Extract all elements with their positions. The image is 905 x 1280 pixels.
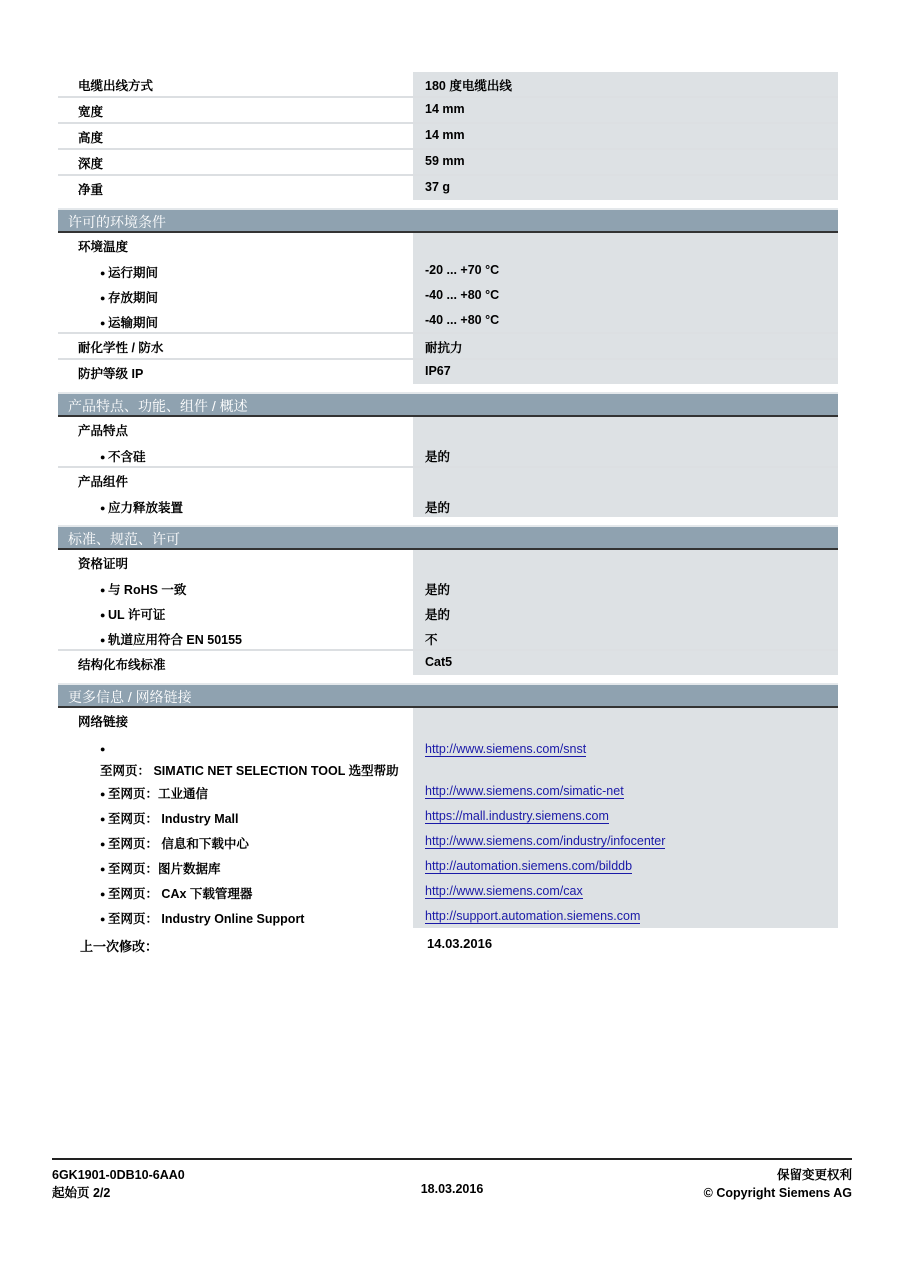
last-modified bbox=[58, 936, 838, 955]
value-column bbox=[413, 176, 838, 200]
spec-label-text: 资格证明 bbox=[78, 557, 129, 571]
spec-value-text: -40 ... +80 °C bbox=[425, 313, 500, 327]
spec-value bbox=[413, 441, 838, 466]
bullet-icon: ● bbox=[100, 889, 108, 899]
label-column bbox=[58, 233, 413, 332]
label-column bbox=[58, 72, 413, 96]
spec-value bbox=[413, 150, 838, 174]
bullet-icon: ● bbox=[100, 610, 108, 620]
web-link[interactable]: http://automation.siemens.com/bilddb bbox=[425, 859, 633, 873]
bullet-icon: ● bbox=[100, 452, 108, 462]
spec-value bbox=[413, 307, 838, 332]
spec-label bbox=[58, 360, 413, 384]
spec-value bbox=[413, 360, 838, 384]
value-column bbox=[413, 550, 838, 649]
value-column bbox=[413, 417, 838, 466]
value-column bbox=[413, 124, 838, 148]
spec-value bbox=[413, 124, 838, 148]
spec-section bbox=[58, 208, 838, 384]
bullet-icon: ● bbox=[100, 318, 108, 328]
spec-value bbox=[413, 878, 838, 903]
spec-value bbox=[413, 233, 838, 257]
spec-label bbox=[58, 417, 413, 441]
spec-label bbox=[58, 624, 413, 649]
spec-value-text: 14 mm bbox=[425, 128, 465, 142]
spec-value-text: -40 ... +80 °C bbox=[425, 288, 500, 302]
spec-value bbox=[413, 778, 838, 803]
last-modified-date: 14.03.2016 bbox=[427, 936, 493, 951]
spec-label bbox=[58, 441, 413, 466]
section-header: 标准、规范、许可 bbox=[58, 525, 838, 550]
spec-label-text: 存放期间 bbox=[107, 291, 158, 305]
spec-value-text: 是的 bbox=[425, 583, 451, 597]
spec-label-text: 至网页： SIMATIC NET SELECTION TOOL 选型帮助 bbox=[100, 764, 399, 778]
value-column bbox=[413, 233, 838, 332]
bullet-icon: ● bbox=[100, 814, 108, 824]
spec-value bbox=[413, 282, 838, 307]
spec-label-text: 运输期间 bbox=[107, 316, 158, 330]
bullet-icon: ● bbox=[100, 585, 108, 595]
label-column bbox=[58, 708, 413, 928]
spec-value bbox=[413, 708, 838, 732]
spec-label-text: 产品组件 bbox=[78, 475, 129, 489]
spec-label bbox=[58, 574, 413, 599]
spec-value bbox=[413, 803, 838, 828]
spec-label bbox=[58, 903, 413, 928]
spec-label-text: 应力释放装置 bbox=[107, 501, 183, 515]
spec-value-text: IP67 bbox=[425, 364, 451, 378]
spec-group bbox=[58, 148, 838, 174]
label-column bbox=[58, 417, 413, 466]
spec-label bbox=[58, 853, 413, 878]
section-header: 更多信息 / 网络链接 bbox=[58, 683, 838, 708]
page-footer bbox=[52, 1158, 852, 1200]
spec-group bbox=[58, 96, 838, 122]
spec-label-text: 至网页： 信息和下载中心 bbox=[107, 837, 249, 851]
spec-label bbox=[58, 492, 413, 517]
bullet-icon: ● bbox=[100, 864, 108, 874]
spec-label bbox=[58, 732, 413, 778]
spec-label-text: 结构化布线标准 bbox=[78, 658, 166, 672]
spec-value bbox=[413, 492, 838, 517]
section-header: 许可的环境条件 bbox=[58, 208, 838, 233]
bullet-icon: ● bbox=[100, 503, 108, 513]
value-column bbox=[413, 334, 838, 358]
spec-label-text: 轨道应用符合 EN 50155 bbox=[107, 633, 243, 647]
spec-label bbox=[58, 708, 413, 732]
value-column bbox=[413, 360, 838, 384]
spec-label-text: 至网页：工业通信 bbox=[107, 787, 208, 801]
spec-label bbox=[58, 878, 413, 903]
bullet-icon: ● bbox=[100, 635, 108, 645]
spec-section bbox=[58, 525, 838, 675]
spec-value bbox=[413, 853, 838, 878]
spec-value bbox=[413, 651, 838, 675]
spec-label-text: 至网页：图片数据库 bbox=[107, 862, 221, 876]
spec-value-text: 180 度电缆出线 bbox=[425, 79, 512, 93]
label-column bbox=[58, 98, 413, 122]
spec-label bbox=[58, 599, 413, 624]
value-column bbox=[413, 98, 838, 122]
spec-group bbox=[58, 417, 838, 466]
spec-value-text: 37 g bbox=[425, 180, 451, 194]
spec-value bbox=[413, 98, 838, 122]
bullet-icon: ● bbox=[100, 293, 108, 303]
spec-group bbox=[58, 466, 838, 517]
footer-right bbox=[704, 1166, 852, 1202]
spec-group bbox=[58, 358, 838, 384]
spec-label bbox=[58, 176, 413, 200]
spec-value bbox=[413, 468, 838, 492]
spec-group bbox=[58, 122, 838, 148]
bullet-icon: ● bbox=[100, 268, 108, 278]
spec-label bbox=[58, 124, 413, 148]
spec-table bbox=[58, 72, 838, 955]
section-header: 产品特点、功能、组件 / 概述 bbox=[58, 392, 838, 417]
bullet-icon: ● bbox=[100, 839, 108, 849]
spec-group bbox=[58, 233, 838, 332]
web-link[interactable]: http://support.automation.siemens.com bbox=[425, 909, 641, 923]
web-link[interactable]: http://www.siemens.com/snst bbox=[425, 742, 587, 756]
label-column bbox=[58, 150, 413, 174]
spec-label-text: 电缆出线方式 bbox=[78, 79, 154, 93]
spec-value-text: 不 bbox=[425, 633, 438, 647]
spec-label-text: 不含硅 bbox=[107, 450, 146, 464]
spec-label-text: 运行期间 bbox=[107, 266, 158, 280]
spec-label bbox=[58, 468, 413, 492]
spec-value-text: 59 mm bbox=[425, 154, 465, 168]
bullet-icon: ● bbox=[100, 744, 106, 754]
spec-group bbox=[58, 174, 838, 200]
bullet-icon: ● bbox=[100, 789, 108, 799]
spec-section bbox=[58, 392, 838, 517]
spec-label bbox=[58, 803, 413, 828]
spec-value bbox=[413, 828, 838, 853]
spec-value bbox=[413, 550, 838, 574]
value-column bbox=[413, 150, 838, 174]
spec-group bbox=[58, 649, 838, 675]
value-column bbox=[413, 72, 838, 96]
spec-value bbox=[413, 334, 838, 358]
spec-label-text: 宽度 bbox=[78, 105, 104, 119]
spec-label-text: 至网页： Industry Online Support bbox=[107, 912, 305, 926]
spec-label-text: 防护等级 IP bbox=[78, 367, 144, 381]
spec-value-text: Cat5 bbox=[425, 655, 453, 669]
spec-value bbox=[413, 599, 838, 624]
spec-label bbox=[58, 282, 413, 307]
label-column bbox=[58, 651, 413, 675]
spec-label bbox=[58, 828, 413, 853]
spec-section bbox=[58, 683, 838, 928]
spec-value bbox=[413, 574, 838, 599]
spec-value bbox=[413, 903, 838, 928]
copyright: © Copyright Siemens AG bbox=[703, 1186, 852, 1200]
spec-label-text: 产品特点 bbox=[78, 424, 129, 438]
label-column bbox=[58, 124, 413, 148]
label-column bbox=[58, 550, 413, 649]
bullet-icon: ● bbox=[100, 914, 108, 924]
spec-group bbox=[58, 332, 838, 358]
spec-value-text: -20 ... +70 °C bbox=[425, 263, 500, 277]
last-modified-label: 上一次修改： bbox=[80, 939, 159, 954]
label-column bbox=[58, 176, 413, 200]
spec-label-text: 净重 bbox=[78, 183, 104, 197]
spec-value-text: 是的 bbox=[425, 450, 451, 464]
spec-label bbox=[58, 98, 413, 122]
spec-value bbox=[413, 417, 838, 441]
spec-value bbox=[413, 176, 838, 200]
web-link[interactable]: http://www.siemens.com/industry/infocenter bbox=[425, 834, 666, 848]
label-column bbox=[58, 334, 413, 358]
spec-label bbox=[58, 651, 413, 675]
spec-label-text: 耐化学性 / 防水 bbox=[78, 341, 164, 355]
footer-date: 18.03.2016 bbox=[420, 1182, 484, 1196]
order-number: 6GK1901-0DB10-6AA0 bbox=[52, 1168, 185, 1182]
spec-group bbox=[58, 550, 838, 649]
spec-value bbox=[413, 72, 838, 96]
spec-label-text: 深度 bbox=[78, 157, 104, 171]
spec-value bbox=[413, 732, 838, 778]
spec-label bbox=[58, 334, 413, 358]
spec-label-text: 与 RoHS 一致 bbox=[107, 583, 187, 597]
spec-value-text: 14 mm bbox=[425, 102, 465, 116]
spec-label bbox=[58, 307, 413, 332]
spec-label-text: 至网页： CAx 下载管理器 bbox=[107, 887, 253, 901]
spec-group bbox=[58, 708, 838, 928]
spec-label-text: UL 许可证 bbox=[107, 608, 166, 622]
spec-label bbox=[58, 257, 413, 282]
spec-section bbox=[58, 72, 838, 200]
spec-value-text: 耐抗力 bbox=[425, 341, 463, 355]
web-link[interactable]: http://www.siemens.com/simatic-net bbox=[425, 784, 624, 798]
value-column bbox=[413, 468, 838, 517]
spec-label-text: 高度 bbox=[78, 131, 104, 145]
value-column bbox=[413, 708, 838, 928]
spec-value-text: 是的 bbox=[425, 608, 451, 622]
spec-label-text: 网络链接 bbox=[78, 715, 129, 729]
web-link[interactable]: http://www.siemens.com/cax bbox=[425, 884, 583, 898]
rights-notice: 保留变更权利 bbox=[776, 1168, 852, 1182]
label-column bbox=[58, 468, 413, 517]
spec-label bbox=[58, 233, 413, 257]
spec-group bbox=[58, 72, 838, 96]
web-link[interactable]: https://mall.industry.siemens.com bbox=[425, 809, 609, 823]
spec-value bbox=[413, 624, 838, 649]
spec-label bbox=[58, 550, 413, 574]
spec-label-text: 环境温度 bbox=[78, 240, 129, 254]
spec-label bbox=[58, 150, 413, 174]
spec-value bbox=[413, 257, 838, 282]
label-column bbox=[58, 360, 413, 384]
value-column bbox=[413, 651, 838, 675]
spec-label-text: 至网页： Industry Mall bbox=[107, 812, 239, 826]
page-number: 起始页 2/2 bbox=[52, 1186, 111, 1200]
spec-label bbox=[58, 72, 413, 96]
spec-value-text: 是的 bbox=[425, 501, 451, 515]
